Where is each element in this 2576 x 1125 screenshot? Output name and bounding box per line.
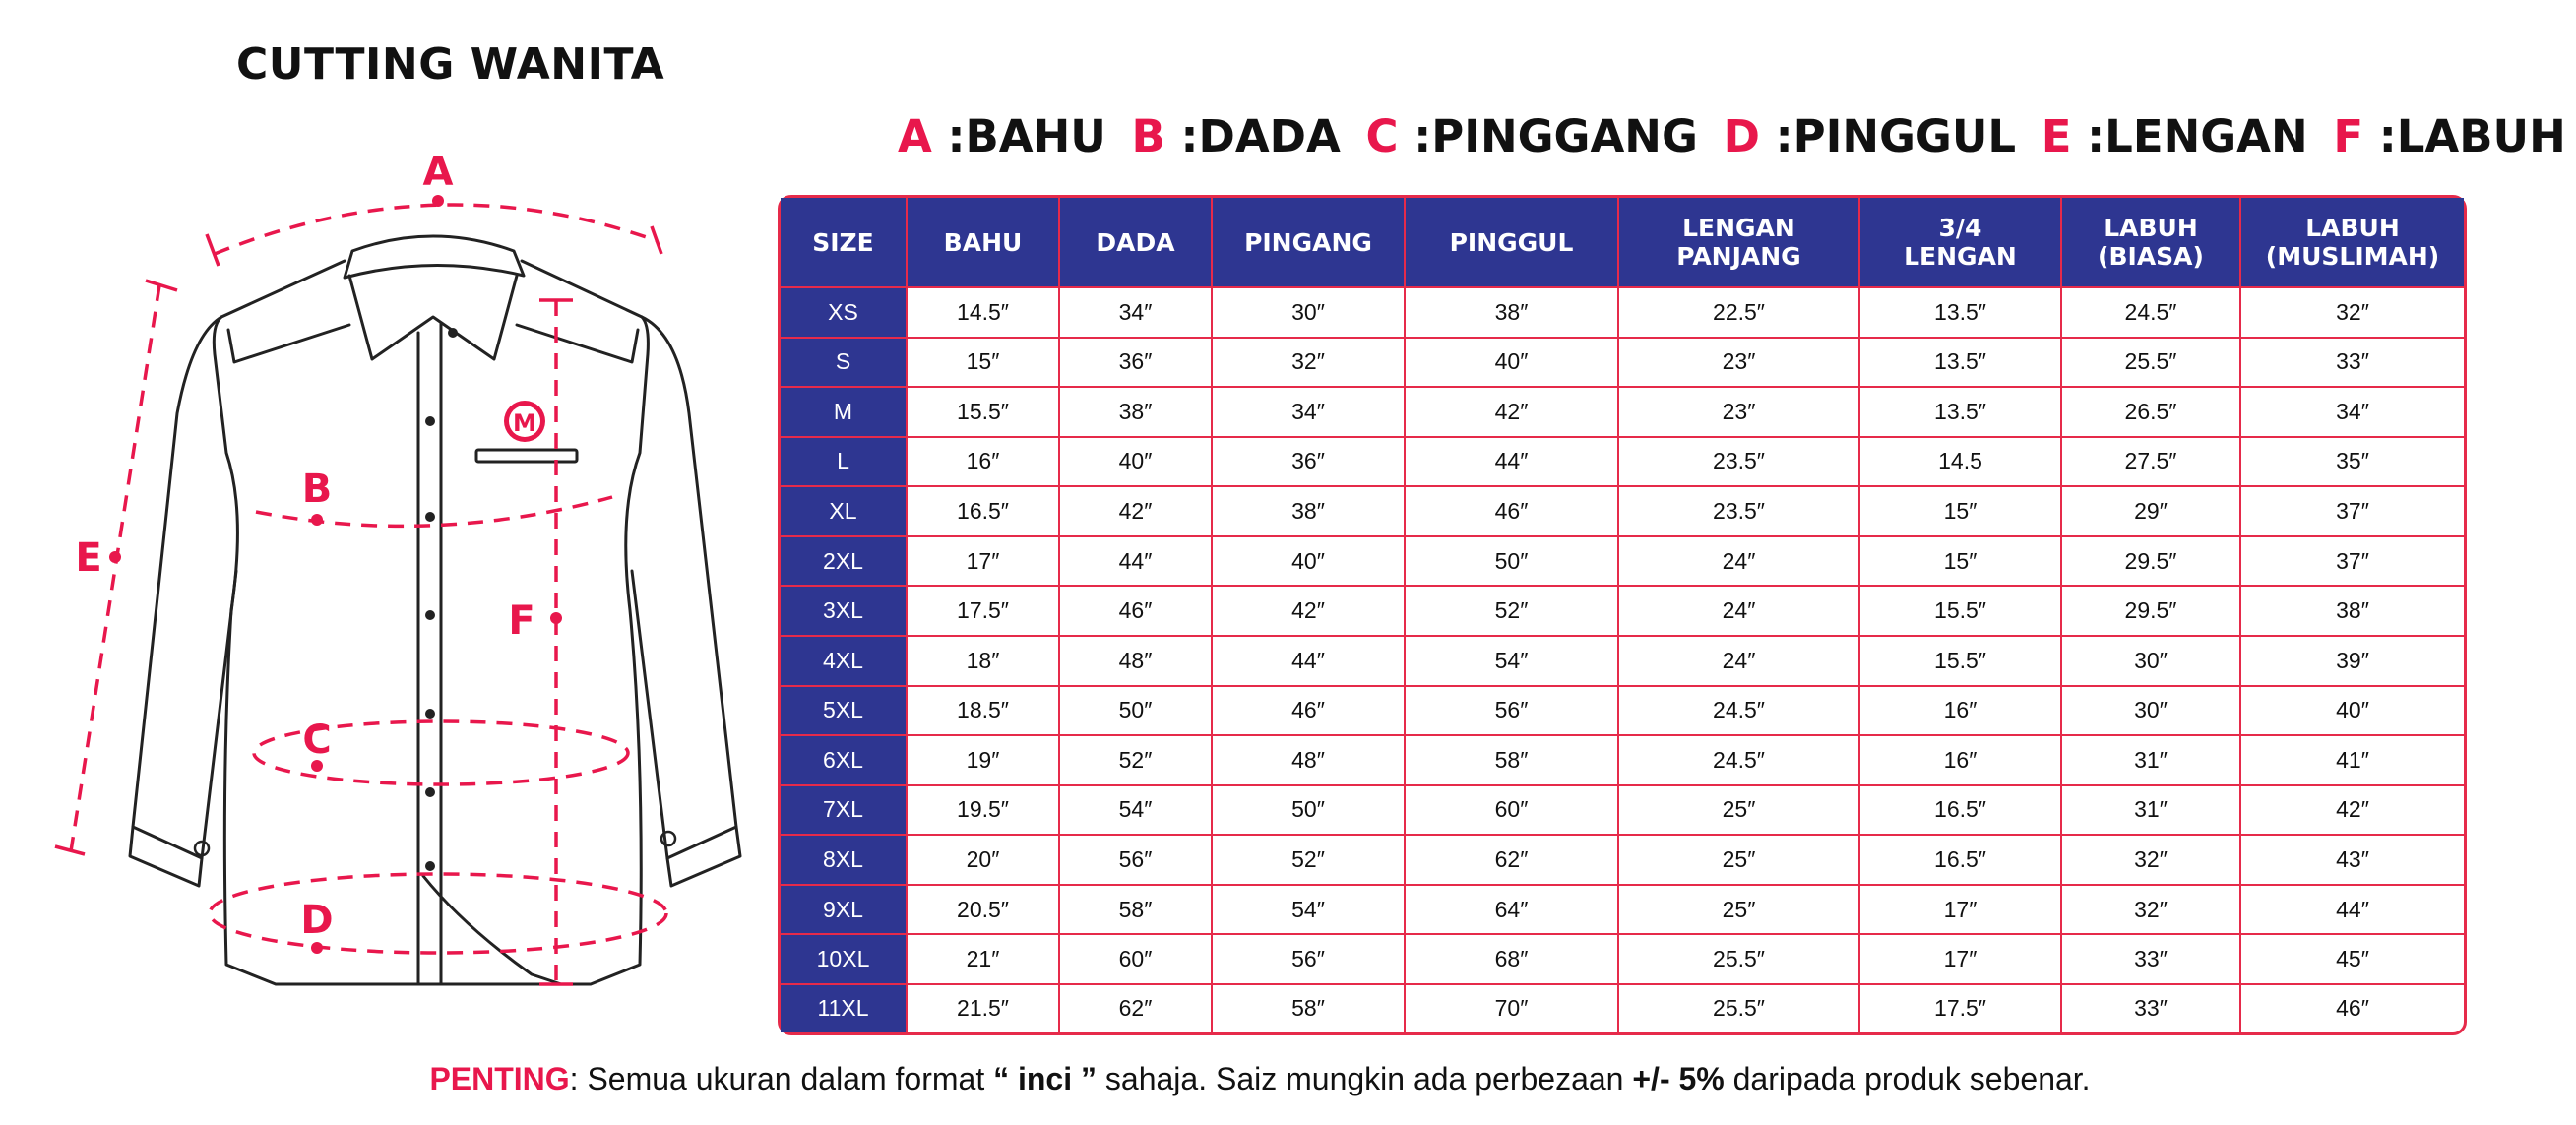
brand-logo	[504, 401, 545, 442]
table-row	[781, 287, 2464, 338]
size-cell: 9XL	[781, 885, 907, 935]
measurement-cell: 33″	[2061, 934, 2240, 984]
table-row	[781, 885, 2464, 935]
measurement-cell: 60″	[1405, 785, 1618, 836]
size-table	[781, 198, 2464, 1032]
measurement-cell: 50″	[1212, 785, 1405, 836]
measurement-cell: 23″	[1618, 338, 1859, 388]
column-header: DADA	[1059, 198, 1212, 287]
measurement-cell: 32″	[2240, 287, 2464, 338]
measurement-cell: 41″	[2240, 735, 2464, 785]
note-prefix: PENTING	[429, 1061, 570, 1096]
measurement-cell: 58″	[1405, 735, 1618, 785]
measurement-cell: 62″	[1405, 835, 1618, 885]
measurement-cell: 16.5″	[1859, 785, 2061, 836]
measurement-cell: 20″	[907, 835, 1059, 885]
measurement-cell: 30″	[1212, 287, 1405, 338]
measurement-cell: 50″	[1405, 536, 1618, 587]
measurement-cell: 40″	[1405, 338, 1618, 388]
measurement-cell: 68″	[1405, 934, 1618, 984]
measurement-cell: 58″	[1212, 984, 1405, 1032]
marker-b: B	[301, 467, 333, 512]
measurement-cell: 44″	[1405, 437, 1618, 487]
measurement-cell: 16″	[1859, 686, 2061, 736]
measurement-cell: 29″	[2061, 486, 2240, 536]
table-row	[781, 735, 2464, 785]
table-row	[781, 636, 2464, 686]
measurement-cell: 40″	[1212, 536, 1405, 587]
size-cell: XL	[781, 486, 907, 536]
table-row	[781, 338, 2464, 388]
measurement-cell: 19″	[907, 735, 1059, 785]
measurement-cell: 15.5″	[1859, 636, 2061, 686]
measurement-cell: 56″	[1212, 934, 1405, 984]
measurement-cell: 39″	[2240, 636, 2464, 686]
measurement-cell: 58″	[1059, 885, 1212, 935]
column-header: 3/4 LENGAN	[1859, 198, 2061, 287]
measurement-cell: 23″	[1618, 387, 1859, 437]
measurement-cell: 38″	[1405, 287, 1618, 338]
note-tolerance: +/- 5%	[1632, 1061, 1725, 1096]
size-cell: 8XL	[781, 835, 907, 885]
size-cell: M	[781, 387, 907, 437]
size-cell: 6XL	[781, 735, 907, 785]
measurement-cell: 21.5″	[907, 984, 1059, 1032]
measurement-cell: 34″	[2240, 387, 2464, 437]
measurement-cell: 16″	[907, 437, 1059, 487]
note-text-1: : Semua ukuran dalam format	[569, 1061, 994, 1096]
measurement-cell: 30″	[2061, 686, 2240, 736]
table-header-row	[781, 198, 2464, 287]
measurement-cell: 17.5″	[1859, 984, 2061, 1032]
measurement-cell: 52″	[1212, 835, 1405, 885]
measurement-cell: 25.5″	[1618, 934, 1859, 984]
table-row	[781, 686, 2464, 736]
marker-e: E	[75, 535, 102, 581]
measurement-cell: 25″	[1618, 835, 1859, 885]
measurement-cell: 18″	[907, 636, 1059, 686]
page-title: CUTTING WANITA	[236, 39, 665, 90]
measurement-cell: 17″	[1859, 885, 2061, 935]
size-chart	[778, 195, 2467, 1035]
pocket	[476, 450, 577, 462]
measurement-cell: 29.5″	[2061, 586, 2240, 636]
note-text-2: sahaja. Saiz mungkin ada perbezaan	[1097, 1061, 1633, 1096]
measurement-cell: 50″	[1059, 686, 1212, 736]
measurement-cell: 16″	[1859, 735, 2061, 785]
measurement-cell: 25″	[1618, 785, 1859, 836]
legend-item-b: B :DADA	[1131, 110, 1341, 162]
measurement-cell: 54″	[1059, 785, 1212, 836]
measurement-cell: 32″	[2061, 835, 2240, 885]
measurement-cell: 48″	[1059, 636, 1212, 686]
measurement-cell: 62″	[1059, 984, 1212, 1032]
measurement-cell: 46″	[1212, 686, 1405, 736]
measurement-cell: 52″	[1059, 735, 1212, 785]
measurement-cell: 24.5″	[2061, 287, 2240, 338]
measurement-cell: 31″	[2061, 735, 2240, 785]
table-row	[781, 437, 2464, 487]
table-row	[781, 586, 2464, 636]
measurement-cell: 64″	[1405, 885, 1618, 935]
measurement-cell: 48″	[1212, 735, 1405, 785]
measurement-cell: 19.5″	[907, 785, 1059, 836]
column-header: PINGGUL	[1405, 198, 1618, 287]
measurement-cell: 36″	[1212, 437, 1405, 487]
measurement-cell: 30″	[2061, 636, 2240, 686]
measurement-cell: 24″	[1618, 536, 1859, 587]
measurement-cell: 24″	[1618, 636, 1859, 686]
measurement-cell: 15″	[1859, 536, 2061, 587]
measurement-cell: 17″	[907, 536, 1059, 587]
measurement-cell: 25.5″	[2061, 338, 2240, 388]
column-header: PINGANG	[1212, 198, 1405, 287]
table-row	[781, 934, 2464, 984]
measurement-cell: 13.5″	[1859, 387, 2061, 437]
measurement-cell: 42″	[1212, 586, 1405, 636]
measurement-cell: 15″	[907, 338, 1059, 388]
measurement-cell: 38″	[1212, 486, 1405, 536]
size-cell: 5XL	[781, 686, 907, 736]
table-row	[781, 536, 2464, 587]
measurement-cell: 56″	[1059, 835, 1212, 885]
size-cell: XS	[781, 287, 907, 338]
collar	[345, 236, 524, 278]
measurement-cell: 25″	[1618, 885, 1859, 935]
measurement-cell: 56″	[1405, 686, 1618, 736]
measurement-cell: 37″	[2240, 536, 2464, 587]
measurement-cell: 15″	[1859, 486, 2061, 536]
measurement-cell: 21″	[907, 934, 1059, 984]
measurement-cell: 32″	[2061, 885, 2240, 935]
measurement-cell: 22.5″	[1618, 287, 1859, 338]
measurement-cell: 40″	[2240, 686, 2464, 736]
measurement-cell: 15.5″	[907, 387, 1059, 437]
marker-a: A	[422, 150, 454, 195]
footnote	[0, 1061, 2520, 1097]
measurement-cell: 44″	[1059, 536, 1212, 587]
measurement-cell: 20.5″	[907, 885, 1059, 935]
legend-item-f: F :LABUH	[2333, 110, 2566, 162]
note-unit: “ inci ”	[993, 1061, 1097, 1096]
measurement-cell: 25.5″	[1618, 984, 1859, 1032]
measurement-cell: 54″	[1212, 885, 1405, 935]
measurement-cell: 34″	[1212, 387, 1405, 437]
measurement-cell: 34″	[1059, 287, 1212, 338]
table-row	[781, 486, 2464, 536]
measurement-cell: 32″	[1212, 338, 1405, 388]
measurement-cell: 23.5″	[1618, 437, 1859, 487]
svg-text:M: M	[513, 409, 536, 437]
table-row	[781, 835, 2464, 885]
column-header: SIZE	[781, 198, 907, 287]
measurement-cell: 46″	[1405, 486, 1618, 536]
measure-line-a	[215, 205, 658, 254]
measurement-cell: 33″	[2240, 338, 2464, 388]
right-sleeve	[632, 317, 736, 858]
table-row	[781, 387, 2464, 437]
measurement-cell: 44″	[1212, 636, 1405, 686]
measurement-legend	[898, 110, 2576, 162]
measurement-cell: 38″	[2240, 586, 2464, 636]
size-cell: 7XL	[781, 785, 907, 836]
table-row	[781, 785, 2464, 836]
column-header: LABUH (BIASA)	[2061, 198, 2240, 287]
measurement-cell: 35″	[2240, 437, 2464, 487]
shirt-diagram	[39, 138, 758, 1024]
measurement-cell: 38″	[1059, 387, 1212, 437]
measurement-cell: 16.5″	[907, 486, 1059, 536]
measurement-cell: 43″	[2240, 835, 2464, 885]
measurement-cell: 40″	[1059, 437, 1212, 487]
measurement-cell: 52″	[1405, 586, 1618, 636]
measurement-cell: 24″	[1618, 586, 1859, 636]
table-body	[781, 287, 2464, 1032]
measurement-cell: 16.5″	[1859, 835, 2061, 885]
legend-item-a: A :BAHU	[898, 110, 1106, 162]
measurement-cell: 70″	[1405, 984, 1618, 1032]
measurement-cell: 33″	[2061, 984, 2240, 1032]
measurement-cell: 42″	[1405, 387, 1618, 437]
column-header: LENGAN PANJANG	[1618, 198, 1859, 287]
legend-item-e: E :LENGAN	[2041, 110, 2308, 162]
measurement-cell: 14.5″	[907, 287, 1059, 338]
note-text-3: daripada produk sebenar.	[1724, 1061, 2091, 1096]
size-cell: 2XL	[781, 536, 907, 587]
measurement-cell: 27.5″	[2061, 437, 2240, 487]
marker-f: F	[508, 598, 535, 644]
measurement-cell: 23.5″	[1618, 486, 1859, 536]
size-cell: 3XL	[781, 586, 907, 636]
table-row	[781, 984, 2464, 1032]
column-header: BAHU	[907, 198, 1059, 287]
size-cell: S	[781, 338, 907, 388]
measurement-cell: 45″	[2240, 934, 2464, 984]
legend-item-c: C :PINGGANG	[1365, 110, 1698, 162]
legend-item-d: D :PINGGUL	[1723, 110, 2017, 162]
size-cell: 4XL	[781, 636, 907, 686]
measurement-cell: 13.5″	[1859, 287, 2061, 338]
measurement-cell: 29.5″	[2061, 536, 2240, 587]
measurement-cell: 46″	[1059, 586, 1212, 636]
measurement-cell: 60″	[1059, 934, 1212, 984]
measurement-cell: 18.5″	[907, 686, 1059, 736]
measurement-cell: 42″	[1059, 486, 1212, 536]
measurement-cell: 42″	[2240, 785, 2464, 836]
measurement-cell: 24.5″	[1618, 735, 1859, 785]
marker-c: C	[302, 718, 332, 763]
size-cell: 10XL	[781, 934, 907, 984]
measurement-cell: 46″	[2336, 995, 2369, 1022]
marker-d: D	[300, 898, 334, 943]
measurement-cell: 26.5″	[2061, 387, 2240, 437]
measurement-cell: 54″	[1405, 636, 1618, 686]
measurement-cell: 37″	[2240, 486, 2464, 536]
size-cell: 11XL	[781, 984, 907, 1032]
column-header: LABUH (MUSLIMAH)	[2240, 198, 2464, 287]
measurement-cell: 44″	[2240, 885, 2464, 935]
size-cell: L	[781, 437, 907, 487]
measurement-cell: 13.5″	[1859, 338, 2061, 388]
measurement-cell: 15.5″	[1859, 586, 2061, 636]
measurement-cell: 17″	[1859, 934, 2061, 984]
measurement-cell: 24.5″	[1618, 686, 1859, 736]
measurement-cell: 31″	[2061, 785, 2240, 836]
measurement-cell: 14.5	[1859, 437, 2061, 487]
measurement-cell: 36″	[1059, 338, 1212, 388]
measure-line-d	[210, 874, 666, 953]
measurement-cell: 17.5″	[907, 586, 1059, 636]
